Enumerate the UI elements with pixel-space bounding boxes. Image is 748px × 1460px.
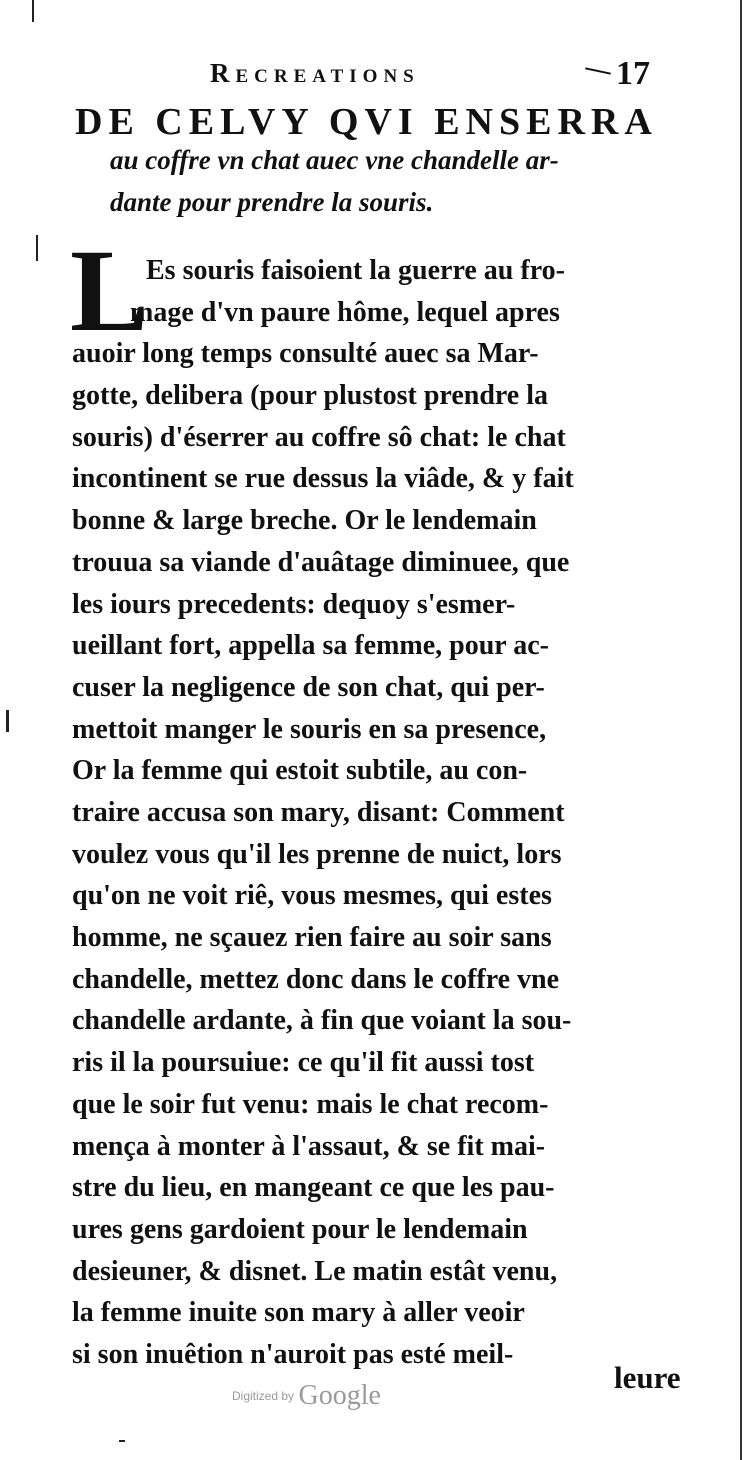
body-line: souris) d'éserrer au coffre sô chat: le chat [72,422,566,453]
scan-edge-mark [740,0,742,1460]
catchword: leure [614,1360,681,1395]
body-line: desieuner, & disnet. Le matin estât venu, [72,1256,558,1287]
body-line: ueillant fort, appella sa femme, pour ac- [72,630,549,661]
body-line: gotte, delibera (pour plustost prendre la [72,380,549,411]
scan-edge-mark [36,235,38,261]
digitization-watermark [232,1380,381,1412]
scan-edge-mark [6,710,9,732]
body-line: chandelle ardante, à fin que voiant la sou- [72,1005,572,1036]
body-line: incontinent se rue dessus la viâde, & y fait [72,463,574,494]
body-line: Es souris faisoient la guerre au fro- [146,255,565,286]
printer-mark [585,67,611,74]
google-logo: Google [298,1380,381,1411]
body-line: mage d'vn paure hôme, lequel apres [130,297,560,328]
body-line: chandelle, mettez donc dans le coffre vne [72,964,560,995]
body-line: trouua sa viande d'auâtage diminuee, que [72,547,570,578]
scan-edge-mark [119,1440,125,1442]
chapter-title: DE CELVY QVI ENSERRA [75,101,658,143]
scan-edge-mark [32,0,34,22]
page-number: 17 [616,55,650,92]
running-head: Recreations [210,58,420,88]
body-line: mettoit manger le souris en sa presence, [72,714,547,745]
body-line: voulez vous qu'il les prenne de nuict, lors [72,839,562,870]
body-line: les iours precedents: dequoy s'esmer- [72,589,516,620]
drop-cap: L [70,225,149,356]
body-line: stre du lieu, en mangeant ce que les pau- [72,1172,555,1203]
body-line: auoir long temps consulté auec sa Mar- [72,338,539,369]
body-line: qu'on ne voit riê, vous mesmes, qui estes [72,880,552,911]
body-line: ures gens gardoient pour le lendemain [72,1214,528,1245]
body-line: homme, ne sçauez rien faire au soir sans [72,922,552,953]
body-line: bonne & large breche. Or le lendemain [72,505,537,536]
body-line: mença à monter à l'assaut, & se fit mai- [72,1131,546,1162]
body-line: ris il la poursuiue: ce qu'il fit aussi tost [72,1047,535,1078]
body-line: Or la femme qui estoit subtile, au con- [72,755,528,786]
body-line: la femme inuite son mary à aller veoir [72,1297,525,1328]
subtitle-line: dante pour prendre la souris. [110,187,434,217]
body-line: si son inuêtion n'auroit pas esté meil- [72,1339,514,1370]
subtitle-line: au coffre vn chat auec vne chandelle ar- [110,145,559,175]
body-line: que le soir fut venu: mais le chat recom- [72,1089,549,1120]
body-line: traire accusa son mary, disant: Comment [72,797,565,828]
body-line: cuser la negligence de son chat, qui per- [72,672,545,703]
watermark-prefix: Digitized by [232,1389,295,1403]
